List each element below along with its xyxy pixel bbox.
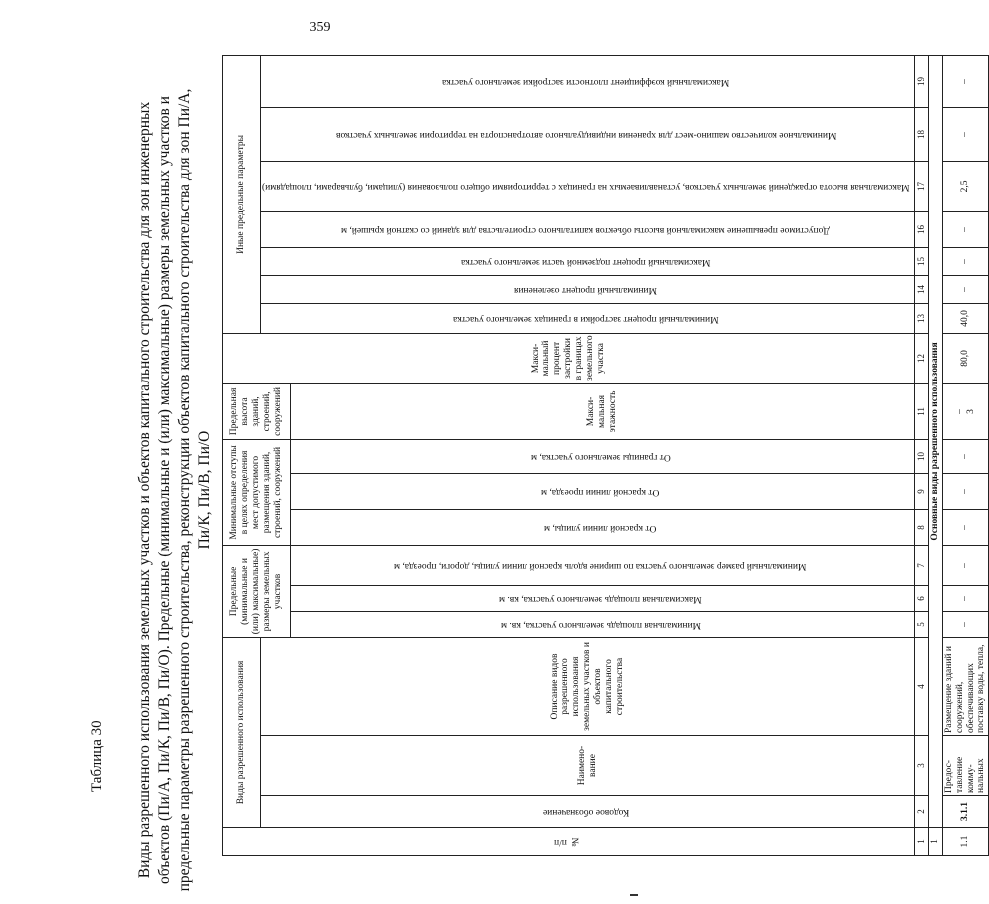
- colnum-6: 6: [915, 585, 928, 611]
- header-p18: Минимальное количество машино-мест для хранения индивидуального автотранспорта на территории земельных участков: [261, 107, 915, 161]
- header-num: № п/п: [223, 828, 915, 856]
- colnum-15: 15: [915, 247, 928, 275]
- table-label: Таблица 30: [89, 720, 105, 792]
- cell-c7: –: [942, 545, 989, 585]
- cell-c11-floors: 3: [965, 409, 976, 414]
- colnum-5: 5: [915, 611, 928, 637]
- header-p15: Максимальный процент подземной части земельного участка: [261, 247, 915, 275]
- colnum-8: 8: [915, 509, 928, 545]
- header-min-width: Минимальный размер земельного участка по ширине вдоль красной линии улицы, дороги, проезда, м: [290, 545, 915, 585]
- cell-c17: 2,5: [942, 161, 989, 211]
- header-p14: Минимальный процент озеленения: [261, 275, 915, 303]
- colnum-7: 7: [915, 545, 928, 585]
- cell-c11: [942, 383, 989, 439]
- cell-code: 3.1.1: [942, 796, 989, 828]
- cell-description: Размещение зданий и сооружений, обеспечивающих поставку воды, тепла,: [942, 637, 989, 735]
- colnum-16: 16: [915, 211, 928, 247]
- cell-c13: 40,0: [942, 303, 989, 333]
- header-max-area: Максимальная площадь земельного участка, кв. м: [290, 585, 915, 611]
- cell-c19: –: [942, 55, 989, 107]
- section-row: [928, 55, 942, 855]
- header-min-setbacks: Минимальные отступы в целях определения мест допустимого размещения зданий, строений, сооружений: [223, 439, 291, 545]
- colnum-9: 9: [915, 473, 928, 509]
- header-p19: Максимальный коэффициент плотности застройки земельного участка: [261, 55, 915, 107]
- page-number: 359: [309, 20, 331, 35]
- colnum-11: 11: [915, 383, 928, 439]
- cell-c10: –: [942, 439, 989, 473]
- header-p17: Максимальная высота ограждений земельных участков, устанавливаемых на границах с территориями общего пользования (улицами, бульварами, площадями): [261, 161, 915, 211]
- cell-c18: –: [942, 107, 989, 161]
- cell-num: 1.1: [942, 828, 989, 856]
- section-label: Основные виды разрешенного использования: [928, 55, 942, 827]
- cell-c11-height: –: [954, 409, 965, 414]
- scan-edge-mark: [630, 894, 638, 896]
- colnum-3: 3: [915, 736, 928, 796]
- header-limit-sizes: Предельные (минимальные и (или) максимальные) размеры земельных участков: [223, 545, 291, 637]
- colnum-1: 1: [915, 828, 928, 856]
- header-other-params: Иные предельные параметры: [223, 55, 261, 333]
- regulations-table: [222, 56, 987, 856]
- header-types: Виды разрешенного использования: [223, 637, 261, 827]
- table: [222, 55, 989, 856]
- colnum-4: 4: [915, 637, 928, 735]
- colnum-14: 14: [915, 275, 928, 303]
- cell-c14: –: [942, 275, 989, 303]
- cell-name: Предос-тавление комму-нальных: [942, 736, 989, 796]
- colnum-13: 13: [915, 303, 928, 333]
- header-p13: Минимальный процент застройки в границах земельного участка: [261, 303, 915, 333]
- header-max-coverage: Макси-мальный процент застройки в границах земельного участка: [223, 333, 915, 383]
- header-p16: Допустимое превышение максимальной высоты объектов капитального строительства для зданий со скатной крышей, м: [261, 211, 915, 247]
- colnum-18: 18: [915, 107, 928, 161]
- colnum-12: 12: [915, 333, 928, 383]
- column-number-row: [915, 55, 928, 855]
- colnum-17: 17: [915, 161, 928, 211]
- cell-c5: –: [942, 611, 989, 637]
- header-max-height: Предельная высота зданий, строений, сооружений: [223, 383, 291, 439]
- header-row-1: [223, 55, 261, 855]
- header-code: Кодовое обозначение: [261, 796, 915, 828]
- cell-c15: –: [942, 247, 989, 275]
- cell-c8: –: [942, 509, 989, 545]
- header-from-driveway: От красной линии проезда, м: [290, 473, 915, 509]
- colnum-19: 19: [915, 55, 928, 107]
- header-from-street: От красной линии улицы, м: [290, 509, 915, 545]
- header-name: Наимено-вание: [261, 736, 915, 796]
- colnum-10: 10: [915, 439, 928, 473]
- header-max-floors: Макси-мальная этажность: [290, 383, 915, 439]
- section-num: 1: [928, 828, 942, 856]
- table-caption: Виды разрешенного использования земельных участков и объектов капитального строительства для зон инженерных объектов (Пи/А, Пи/К, Пи/В, Пи/О). Предельные (минимальные и (или) максимальные) размеры земельных участков и предельные параметры разрешенного строительства, реконструкции объектов капитального строительства для зон Пи/А, Пи/К, Пи/В, Пи/О: [136, 88, 213, 892]
- cell-c9: –: [942, 473, 989, 509]
- table-row: [942, 55, 989, 855]
- header-min-area: Минимальная площадь земельного участка, кв. м: [290, 611, 915, 637]
- colnum-2: 2: [915, 796, 928, 828]
- cell-c16: –: [942, 211, 989, 247]
- cell-c12: 80,0: [942, 333, 989, 383]
- header-from-boundary: От границы земельного участка, м: [290, 439, 915, 473]
- header-description: Описание видов разрешенного использования земельных участков и объектов капитального строительства: [261, 637, 915, 735]
- cell-c6: –: [942, 585, 989, 611]
